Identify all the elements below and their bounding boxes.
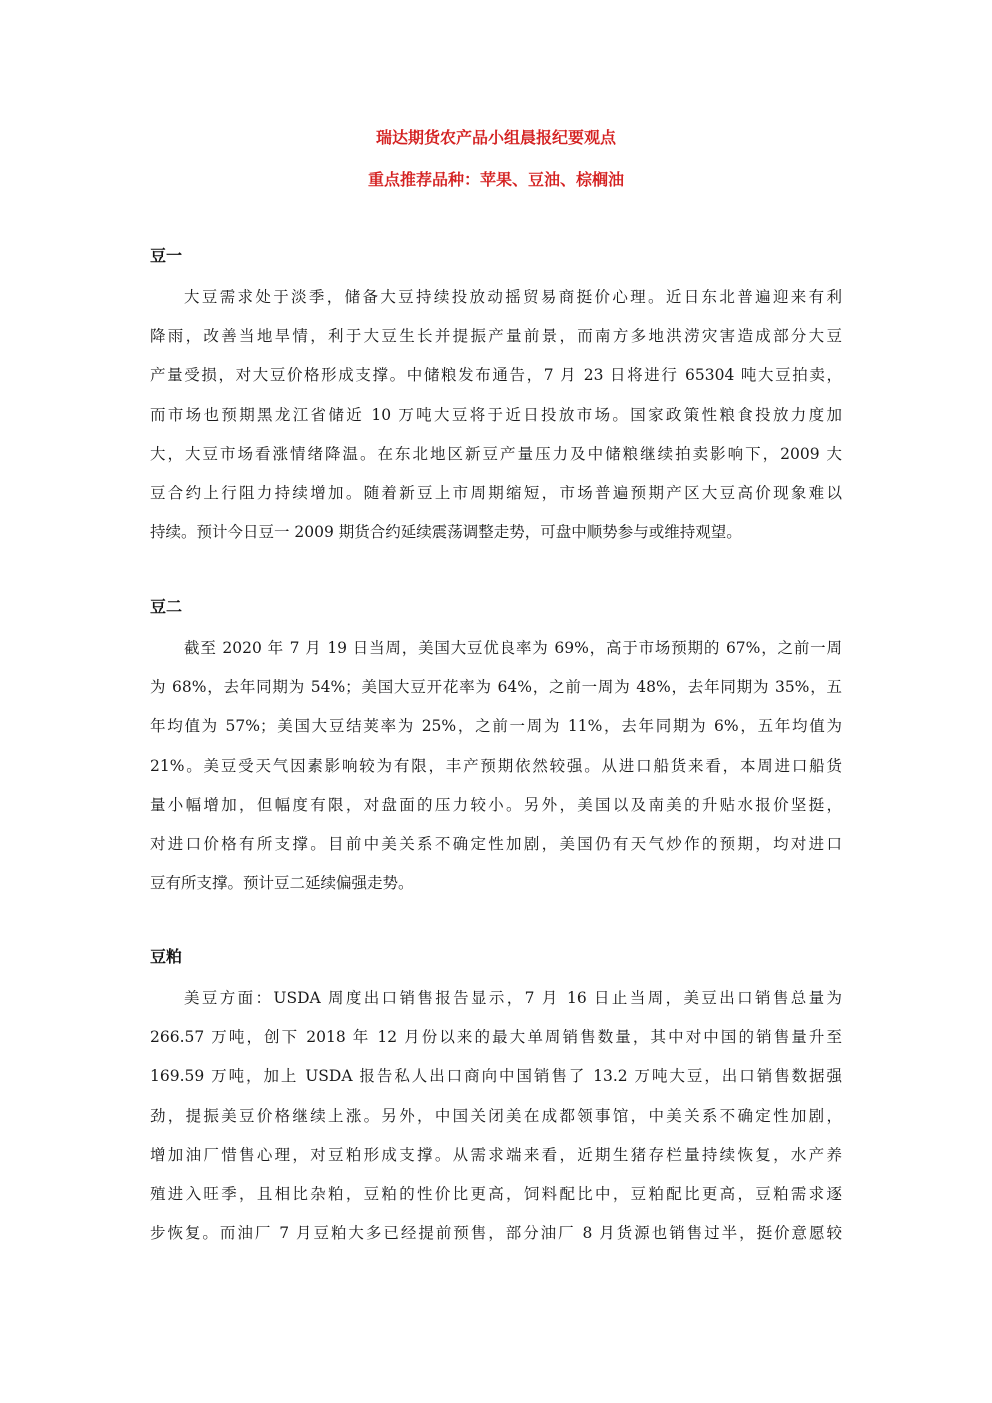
paragraph-line: 截至 2020 年 7 月 19 日当周，美国大豆优良率为 69%，高于市场预期的 67%，之前一周 — [184, 639, 842, 657]
report-title: 瑞达期货农产品小组晨报纪要观点 — [375, 128, 616, 147]
paragraph-line: 降雨，改善当地旱情，利于大豆生长并提振产量前景，而南方多地洪涝灾害造成部分大豆 — [150, 327, 842, 346]
paragraph-line: 劲，提振美豆价格继续上涨。另外，中国关闭美在成都领事馆，中美关系不确定性加剧， — [150, 1106, 842, 1125]
paragraph-line: 对进口价格有所支撑。目前中美关系不确定性加剧，美国仍有天气炒作的预期，均对进口 — [150, 834, 842, 853]
paragraph-line: 为 68%，去年同期为 54%；美国大豆开花率为 64%，之前一周为 48%，去年同期为 35%，五 — [150, 678, 842, 697]
section-heading-dou-po: 豆粕 — [150, 947, 183, 966]
paragraph-line: 增加油厂惜售心理，对豆粕形成支撑。从需求端来看，近期生猪存栏量持续恢复，水产养 — [150, 1145, 842, 1164]
paragraph-line: 豆有所支撑。预计豆二延续偏强走势。 — [150, 874, 414, 893]
paragraph-line: 殖进入旺季，且相比杂粕，豆粕的性价比更高，饲料配比中，豆粕配比更高，豆粕需求逐 — [150, 1184, 842, 1203]
report-subtitle: 重点推荐品种：苹果、豆油、棕榈油 — [367, 170, 624, 189]
section-body-dou-yi — [150, 278, 842, 552]
section-body-dou-po — [150, 979, 842, 1253]
section-heading-dou-yi: 豆一 — [150, 246, 183, 265]
paragraph-line: 持续。预计今日豆一 2009 期货合约延续震荡调整走势，可盘中顺势参与或维持观望。 — [150, 523, 742, 542]
section-heading-dou-er: 豆二 — [150, 597, 183, 616]
paragraph-line: 美豆方面：USDA 周度出口销售报告显示，7 月 16 日止当周，美豆出口销售总量为 — [184, 989, 842, 1007]
paragraph-line: 大，大豆市场看涨情绪降温。在东北地区新豆产量压力及中储粮继续拍卖影响下，2009 大 — [150, 444, 842, 463]
paragraph-line: 266.57 万吨，创下 2018 年 12 月份以来的最大单周销售数量，其中对中国的销售量升至 — [150, 1028, 842, 1047]
paragraph-line: 21%。美豆受天气因素影响较为有限，丰产预期依然较强。从进口船货来看，本周进口船货 — [150, 756, 842, 775]
paragraph-line: 而市场也预期黑龙江省储近 10 万吨大豆将于近日投放市场。国家政策性粮食投放力度加 — [150, 405, 842, 424]
paragraph-line: 豆合约上行阻力持续增加。随着新豆上市周期缩短，市场普遍预期产区大豆高价现象难以 — [150, 483, 842, 502]
section-body-dou-er — [150, 629, 842, 903]
paragraph-line: 年均值为 57%；美国大豆结荚率为 25%，之前一周为 11%，去年同期为 6%，五年均值为 — [150, 717, 842, 736]
paragraph-line: 步恢复。而油厂 7 月豆粕大多已经提前预售，部分油厂 8 月货源也销售过半，挺价意愿较 — [150, 1224, 842, 1243]
paragraph-line: 169.59 万吨，加上 USDA 报告私人出口商向中国销售了 13.2 万吨大豆，出口销售数据强 — [150, 1067, 842, 1086]
paragraph-line: 产量受损，对大豆价格形成支撑。中储粮发布通告，7 月 23 日将进行 65304 吨大豆拍卖， — [150, 366, 842, 385]
paragraph-line: 量小幅增加，但幅度有限，对盘面的压力较小。另外，美国以及南美的升贴水报价坚挺， — [150, 795, 842, 814]
paragraph-line: 大豆需求处于淡季，储备大豆持续投放动摇贸易商挺价心理。近日东北普遍迎来有利 — [184, 288, 842, 306]
